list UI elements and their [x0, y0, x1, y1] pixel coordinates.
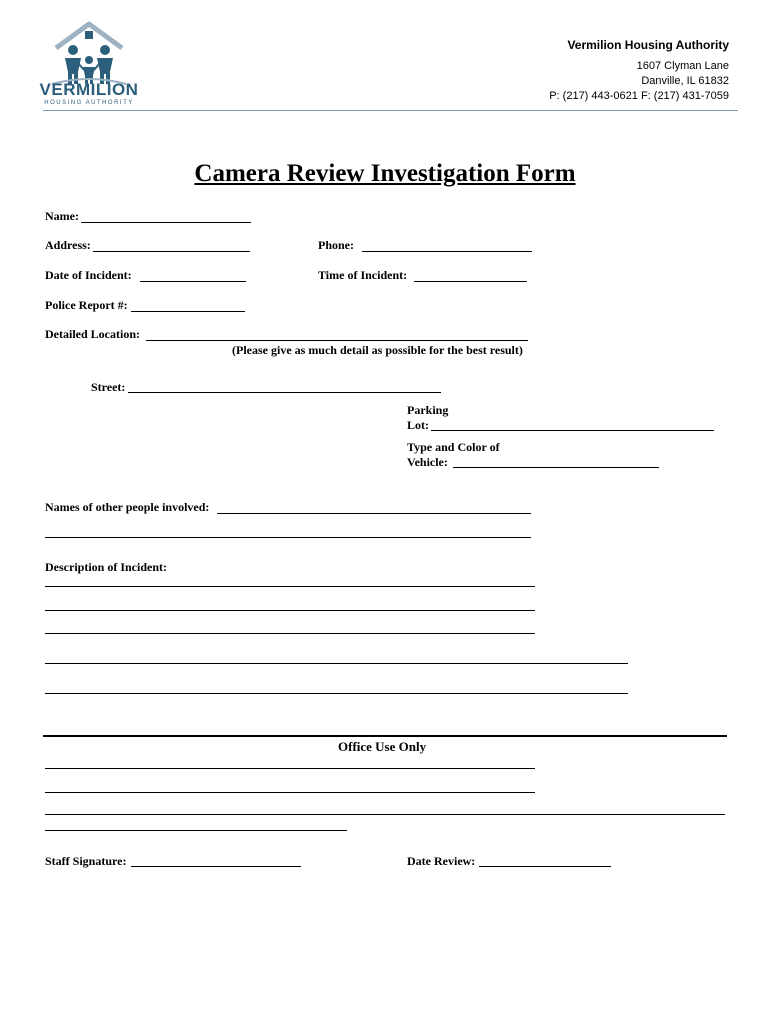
parking-lot-field[interactable] [431, 430, 714, 431]
phone-field[interactable] [362, 251, 532, 252]
date-of-incident-label: Date of Incident: [45, 268, 132, 282]
name-field[interactable] [81, 222, 251, 223]
location-hint: (Please give as much detail as possible for the best result) [232, 343, 523, 357]
description-line-1[interactable] [45, 586, 535, 587]
org-phone-line: P: (217) 443-0621 F: (217) 431-7059 [549, 90, 729, 102]
vehicle-label-line1: Type and Color of [407, 440, 500, 454]
address-label: Address: [45, 238, 91, 252]
vehicle-field[interactable] [453, 467, 659, 468]
description-line-3[interactable] [45, 633, 535, 634]
office-line-3[interactable] [45, 814, 725, 815]
office-divider [43, 735, 727, 737]
description-line-4[interactable] [45, 663, 628, 664]
street-field[interactable] [128, 392, 441, 393]
police-report-label: Police Report #: [45, 298, 128, 312]
office-line-4[interactable] [45, 830, 347, 831]
org-address-line1: 1607 Clyman Lane [636, 60, 729, 72]
detailed-location-label: Detailed Location: [45, 327, 140, 341]
org-address-line2: Danville, IL 61832 [641, 75, 729, 87]
org-name: Vermilion Housing Authority [567, 38, 729, 52]
logo-word: VERMILION [39, 80, 139, 99]
form-title: Camera Review Investigation Form [194, 160, 576, 187]
office-use-title: Office Use Only [338, 739, 427, 754]
address-field[interactable] [93, 251, 250, 252]
other-people-field-line2[interactable] [45, 537, 531, 538]
street-label: Street: [91, 380, 126, 394]
staff-signature-label: Staff Signature: [45, 854, 127, 868]
description-label: Description of Incident: [45, 560, 167, 574]
office-line-1[interactable] [45, 768, 535, 769]
name-label: Name: [45, 209, 79, 223]
date-review-label: Date Review: [407, 854, 476, 868]
detailed-location-field[interactable] [146, 340, 528, 341]
window-icon [85, 31, 93, 39]
police-report-field[interactable] [131, 311, 245, 312]
vehicle-label-line2: Vehicle: [407, 455, 448, 469]
other-people-field[interactable] [217, 513, 531, 514]
staff-signature-field[interactable] [131, 866, 301, 867]
other-people-label: Names of other people involved: [45, 500, 210, 514]
parking-label-line2: Lot: [407, 418, 429, 432]
parking-label-line1: Parking [407, 403, 449, 417]
time-of-incident-label: Time of Incident: [318, 268, 408, 282]
description-line-5[interactable] [45, 693, 628, 694]
office-line-2[interactable] [45, 792, 535, 793]
phone-label: Phone: [318, 238, 354, 252]
header-divider [43, 110, 738, 111]
description-line-2[interactable] [45, 610, 535, 611]
time-of-incident-field[interactable] [414, 281, 527, 282]
logo-subtitle: HOUSING AUTHORITY [44, 100, 134, 106]
date-review-field[interactable] [479, 866, 611, 867]
date-of-incident-field[interactable] [140, 281, 246, 282]
